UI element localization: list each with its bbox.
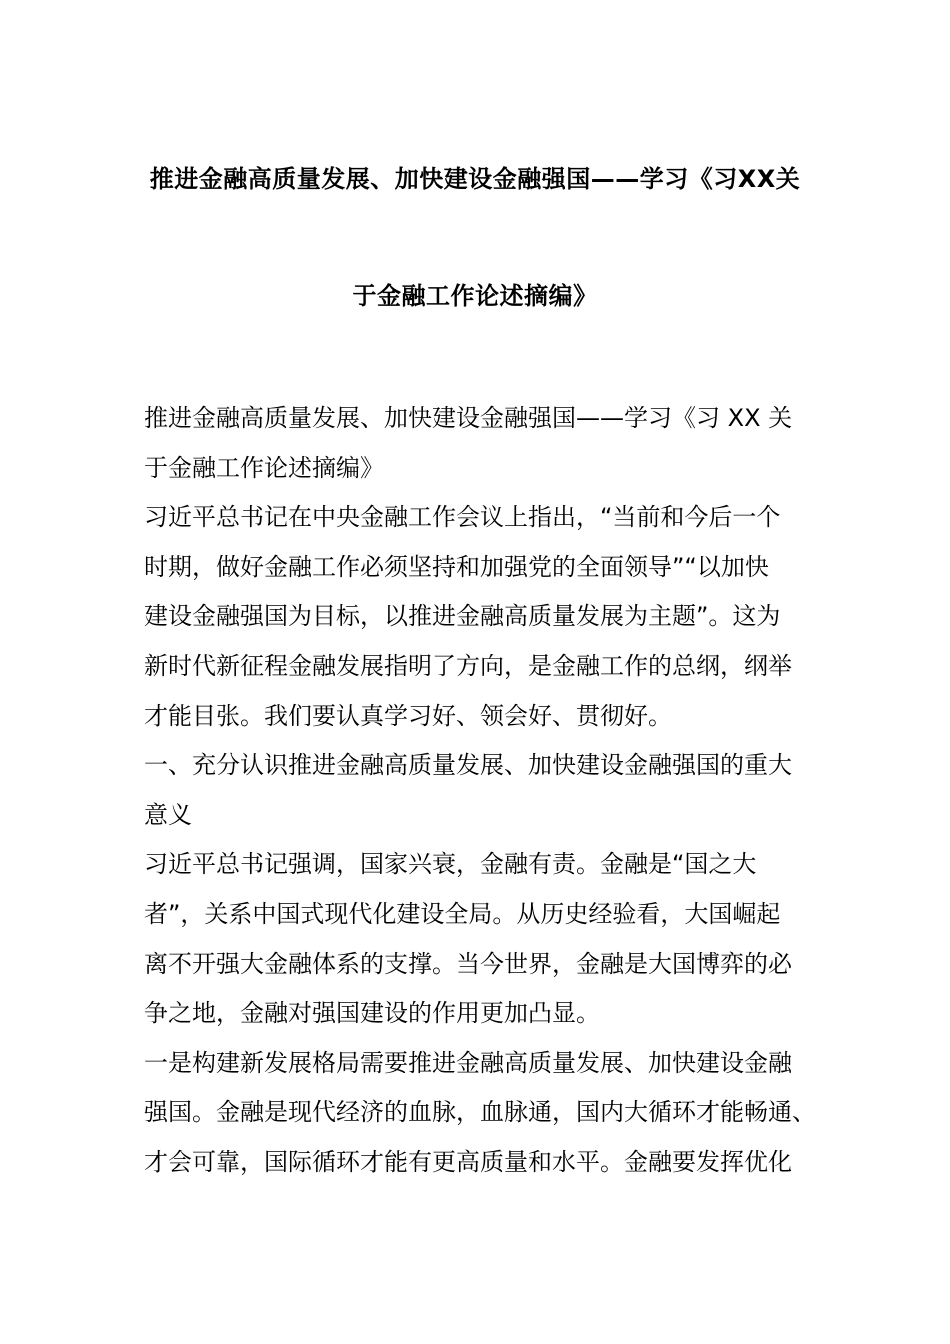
body-line: 才会可靠，国际循环才能有更高质量和水平。金融要发挥优化 xyxy=(144,1147,792,1176)
body-line: 习近平总书记在中央金融工作会议上指出，“当前和今后一个 xyxy=(144,503,781,532)
body-line: 离不开强大金融体系的支撑。当今世界，金融是大国博弈的必 xyxy=(144,949,792,978)
body-line: 争之地，金融对强国建设的作用更加凸显。 xyxy=(144,999,600,1028)
body-line: 建设金融强国为目标，以推进金融高质量发展为主题”。这为 xyxy=(144,602,781,631)
body-line: 推进金融高质量发展、加快建设金融强国——学习《习 XX 关 xyxy=(144,404,793,432)
body-line: 于金融工作论述摘编》 xyxy=(144,453,384,482)
section-heading-line: 一、充分认识推进金融高质量发展、加快建设金融强国的重大 xyxy=(144,751,792,780)
body-line: 强国。金融是现代经济的血脉，血脉通，国内大循环才能畅通、 xyxy=(144,1098,816,1127)
document-title-line-2: 于金融工作论述摘编》 xyxy=(352,282,598,310)
document-body xyxy=(144,394,834,1188)
body-line: 一是构建新发展格局需要推进金融高质量发展、加快建设金融 xyxy=(144,1048,792,1077)
body-line: 者”，关系中国式现代化建设全局。从历史经验看，大国崛起 xyxy=(144,899,781,928)
body-line: 时期，做好金融工作必须坚持和加强党的全面领导”“以加快 xyxy=(144,552,769,581)
body-line: 才能目张。我们要认真学习好、领会好、贯彻好。 xyxy=(144,701,672,730)
document-title-line-1: 推进金融高质量发展、加快建设金融强国——学习《习XX关 xyxy=(149,165,801,193)
body-line: 新时代新征程金融发展指明了方向，是金融工作的总纲，纲举 xyxy=(144,651,792,680)
body-line: 习近平总书记强调，国家兴衰，金融有责。金融是“国之大 xyxy=(144,850,757,879)
section-heading-line: 意义 xyxy=(144,800,192,829)
